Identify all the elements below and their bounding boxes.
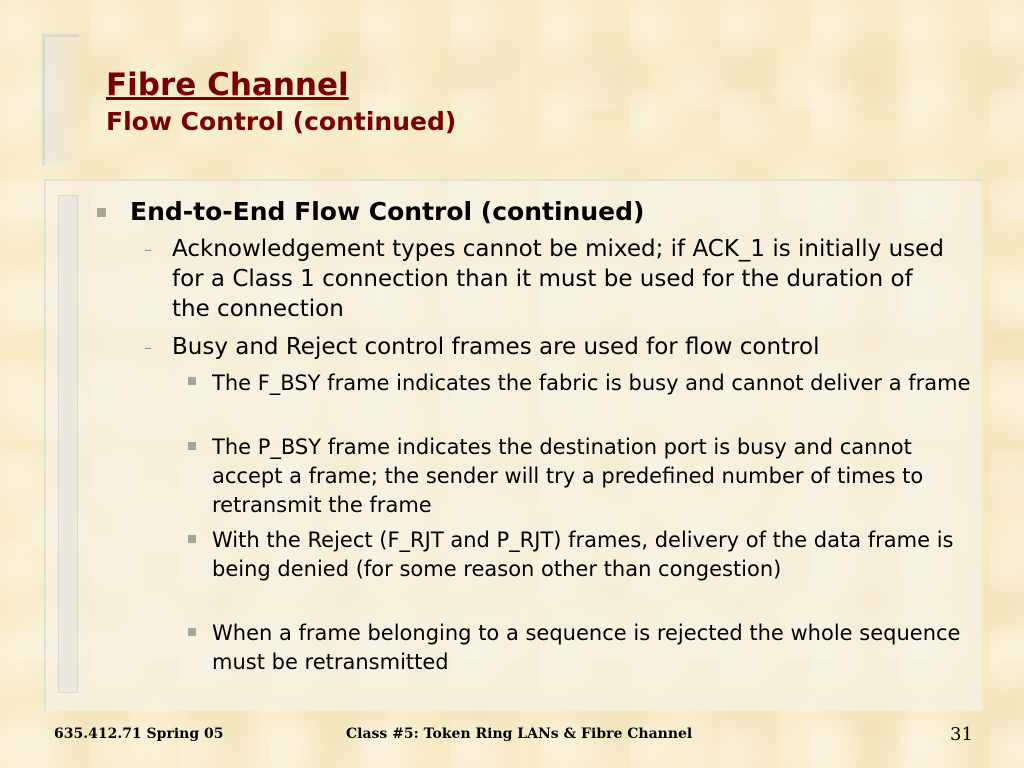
square-bullet-icon [188,377,196,385]
dash-bullet-icon: – [144,240,152,259]
list-item: Acknowledgement types cannot be mixed; if ACK_1 is initially used for a Class 1 connection than it must be used for the duration of the connection [172,236,944,322]
slide-title: Fibre Channel [106,67,349,103]
square-bullet-icon [188,442,196,450]
section-heading: End-to-End Flow Control (continued) [130,197,645,226]
body-panel-decoration [58,195,78,693]
dash-bullet-icon: – [144,338,152,357]
square-bullet-icon [188,628,196,636]
footer-course: 635.412.71 Spring 05 [54,726,224,742]
slide-subtitle: Flow Control (continued) [106,107,457,136]
list-item: With the Reject (F_RJT and P_RJT) frames, delivery of the data frame is being denied (for some reason other than congestion) [212,528,954,581]
list-item: Busy and Reject control frames are used for flow control [172,334,820,360]
title-decoration [42,34,79,165]
title-area [106,66,986,138]
page-number: 31 [950,724,973,745]
square-bullet-icon [97,208,106,217]
list-item: When a frame belonging to a sequence is rejected the whole sequence must be retransmitted [212,621,961,674]
footer-class-title: Class #5: Token Ring LANs & Fibre Channel [346,726,693,742]
list-item: The F_BSY frame indicates the fabric is busy and cannot deliver a frame [212,371,971,395]
list-item: The P_BSY frame indicates the destination port is busy and cannot accept a frame; the sender will try a predefined number of times to retransmit the frame [212,435,924,517]
square-bullet-icon [188,535,196,543]
